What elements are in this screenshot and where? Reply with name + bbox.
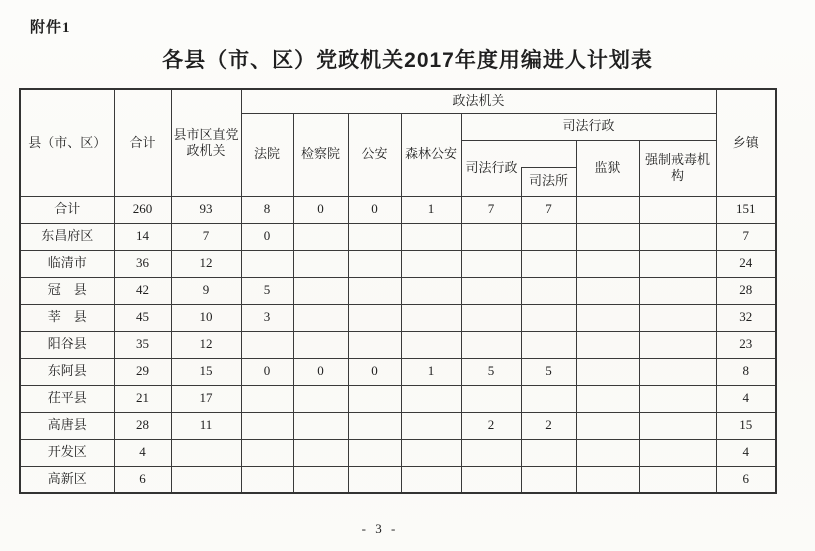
value-cell — [461, 385, 521, 412]
value-cell — [576, 439, 639, 466]
county-name-cell: 高新区 — [20, 466, 114, 493]
value-cell — [576, 358, 639, 385]
value-cell — [293, 412, 348, 439]
value-cell: 12 — [171, 250, 241, 277]
value-cell — [401, 439, 461, 466]
attachment-label: 附件1 — [30, 20, 71, 36]
value-cell: 17 — [171, 385, 241, 412]
value-cell — [293, 331, 348, 358]
value-cell — [401, 466, 461, 493]
value-cell: 12 — [171, 331, 241, 358]
value-cell — [348, 277, 401, 304]
value-cell — [348, 304, 401, 331]
value-cell: 36 — [114, 250, 171, 277]
value-cell: 42 — [114, 277, 171, 304]
value-cell: 151 — [716, 196, 776, 223]
header-township: 乡镇 — [716, 89, 776, 196]
value-cell — [576, 304, 639, 331]
value-cell: 1 — [401, 196, 461, 223]
value-cell: 8 — [716, 358, 776, 385]
value-cell — [348, 331, 401, 358]
value-cell — [461, 277, 521, 304]
value-cell — [639, 439, 716, 466]
value-cell: 24 — [716, 250, 776, 277]
value-cell: 9 — [171, 277, 241, 304]
county-name-cell: 茌平县 — [20, 385, 114, 412]
county-name-cell: 东阿县 — [20, 358, 114, 385]
table-row — [20, 250, 776, 277]
value-cell: 15 — [716, 412, 776, 439]
value-cell: 45 — [114, 304, 171, 331]
header-total: 合计 — [114, 89, 171, 196]
value-cell — [293, 250, 348, 277]
value-cell — [461, 331, 521, 358]
value-cell — [401, 223, 461, 250]
value-cell — [241, 439, 293, 466]
value-cell — [171, 439, 241, 466]
value-cell: 8 — [241, 196, 293, 223]
value-cell — [401, 277, 461, 304]
value-cell: 28 — [716, 277, 776, 304]
value-cell: 10 — [171, 304, 241, 331]
value-cell — [639, 466, 716, 493]
value-cell — [293, 304, 348, 331]
value-cell — [576, 331, 639, 358]
value-cell: 260 — [114, 196, 171, 223]
table-header — [20, 89, 776, 196]
value-cell — [171, 466, 241, 493]
value-cell — [639, 358, 716, 385]
county-name-cell: 合计 — [20, 196, 114, 223]
value-cell — [639, 412, 716, 439]
value-cell: 14 — [114, 223, 171, 250]
staffing-plan-table — [19, 88, 777, 494]
value-cell: 93 — [171, 196, 241, 223]
value-cell: 2 — [521, 412, 576, 439]
header-forest-police: 森林公安 — [401, 113, 461, 196]
header-procuratorate: 检察院 — [293, 113, 348, 196]
table-row — [20, 223, 776, 250]
page-number: - 3 - — [361, 521, 399, 536]
header-row-1 — [20, 89, 776, 113]
table-row — [20, 439, 776, 466]
value-cell: 0 — [348, 196, 401, 223]
value-cell: 1 — [401, 358, 461, 385]
value-cell — [293, 277, 348, 304]
value-cell: 15 — [171, 358, 241, 385]
value-cell — [348, 466, 401, 493]
value-cell: 0 — [241, 358, 293, 385]
value-cell: 5 — [241, 277, 293, 304]
value-cell: 29 — [114, 358, 171, 385]
table-row — [20, 358, 776, 385]
table-row — [20, 331, 776, 358]
value-cell — [241, 385, 293, 412]
value-cell — [348, 223, 401, 250]
table-row — [20, 304, 776, 331]
table-row — [20, 277, 776, 304]
value-cell — [576, 412, 639, 439]
value-cell — [521, 250, 576, 277]
value-cell — [461, 439, 521, 466]
county-name-cell: 高唐县 — [20, 412, 114, 439]
table-row — [20, 385, 776, 412]
value-cell — [521, 277, 576, 304]
table-body — [20, 196, 776, 493]
value-cell: 0 — [241, 223, 293, 250]
value-cell — [293, 223, 348, 250]
value-cell — [521, 439, 576, 466]
value-cell: 32 — [716, 304, 776, 331]
value-cell — [639, 385, 716, 412]
value-cell — [639, 223, 716, 250]
value-cell — [401, 304, 461, 331]
value-cell: 7 — [171, 223, 241, 250]
value-cell — [293, 466, 348, 493]
value-cell — [401, 385, 461, 412]
header-county-direct: 县市区直党政机关 — [171, 89, 241, 196]
value-cell — [348, 439, 401, 466]
value-cell — [576, 223, 639, 250]
value-cell: 7 — [521, 196, 576, 223]
table-row — [20, 196, 776, 223]
value-cell — [521, 223, 576, 250]
value-cell — [639, 250, 716, 277]
header-court: 法院 — [241, 113, 293, 196]
value-cell — [576, 385, 639, 412]
header-public-security: 公安 — [348, 113, 401, 196]
value-cell — [241, 331, 293, 358]
value-cell — [461, 223, 521, 250]
value-cell — [241, 250, 293, 277]
header-zhengfa-group: 政法机关 — [241, 89, 716, 113]
value-cell — [576, 196, 639, 223]
value-cell: 23 — [716, 331, 776, 358]
header-county: 县（市、区） — [20, 89, 114, 196]
value-cell: 7 — [461, 196, 521, 223]
value-cell — [639, 331, 716, 358]
value-cell: 11 — [171, 412, 241, 439]
value-cell: 5 — [461, 358, 521, 385]
value-cell — [639, 304, 716, 331]
value-cell: 2 — [461, 412, 521, 439]
value-cell — [576, 466, 639, 493]
header-judicial-admin: 司法行政 — [465, 159, 518, 175]
value-cell: 3 — [241, 304, 293, 331]
value-cell — [576, 250, 639, 277]
value-cell — [348, 385, 401, 412]
county-name-cell: 开发区 — [20, 439, 114, 466]
value-cell: 6 — [716, 466, 776, 493]
page-title: 各县（市、区）党政机关2017年度用编进人计划表 — [162, 49, 653, 72]
value-cell — [521, 331, 576, 358]
value-cell: 0 — [348, 358, 401, 385]
value-cell: 28 — [114, 412, 171, 439]
county-name-cell: 东昌府区 — [20, 223, 114, 250]
table-row — [20, 466, 776, 493]
header-drug-rehab: 强制戒毒机构 — [639, 140, 716, 196]
value-cell — [241, 412, 293, 439]
value-cell — [639, 196, 716, 223]
county-name-cell: 阳谷县 — [20, 331, 114, 358]
value-cell — [521, 385, 576, 412]
value-cell: 4 — [716, 385, 776, 412]
value-cell: 5 — [521, 358, 576, 385]
table-row — [20, 412, 776, 439]
value-cell — [401, 331, 461, 358]
value-cell — [401, 412, 461, 439]
value-cell: 4 — [114, 439, 171, 466]
header-judicial-admin-combo — [461, 140, 576, 196]
value-cell: 0 — [293, 196, 348, 223]
value-cell: 21 — [114, 385, 171, 412]
county-name-cell: 莘 县 — [20, 304, 114, 331]
value-cell: 7 — [716, 223, 776, 250]
value-cell — [576, 277, 639, 304]
value-cell — [461, 466, 521, 493]
value-cell — [639, 277, 716, 304]
value-cell: 0 — [293, 358, 348, 385]
header-prison: 监狱 — [576, 140, 639, 196]
value-cell — [521, 304, 576, 331]
value-cell — [401, 250, 461, 277]
value-cell — [348, 412, 401, 439]
value-cell — [461, 250, 521, 277]
value-cell — [293, 439, 348, 466]
county-name-cell: 临清市 — [20, 250, 114, 277]
value-cell: 35 — [114, 331, 171, 358]
value-cell: 4 — [716, 439, 776, 466]
county-name-cell: 冠 县 — [20, 277, 114, 304]
value-cell — [521, 466, 576, 493]
value-cell — [348, 250, 401, 277]
value-cell — [241, 466, 293, 493]
value-cell — [293, 385, 348, 412]
header-judicial-admin-group: 司法行政 — [461, 113, 716, 140]
value-cell: 6 — [114, 466, 171, 493]
value-cell — [461, 304, 521, 331]
header-judicial-office: 司法所 — [521, 167, 576, 196]
